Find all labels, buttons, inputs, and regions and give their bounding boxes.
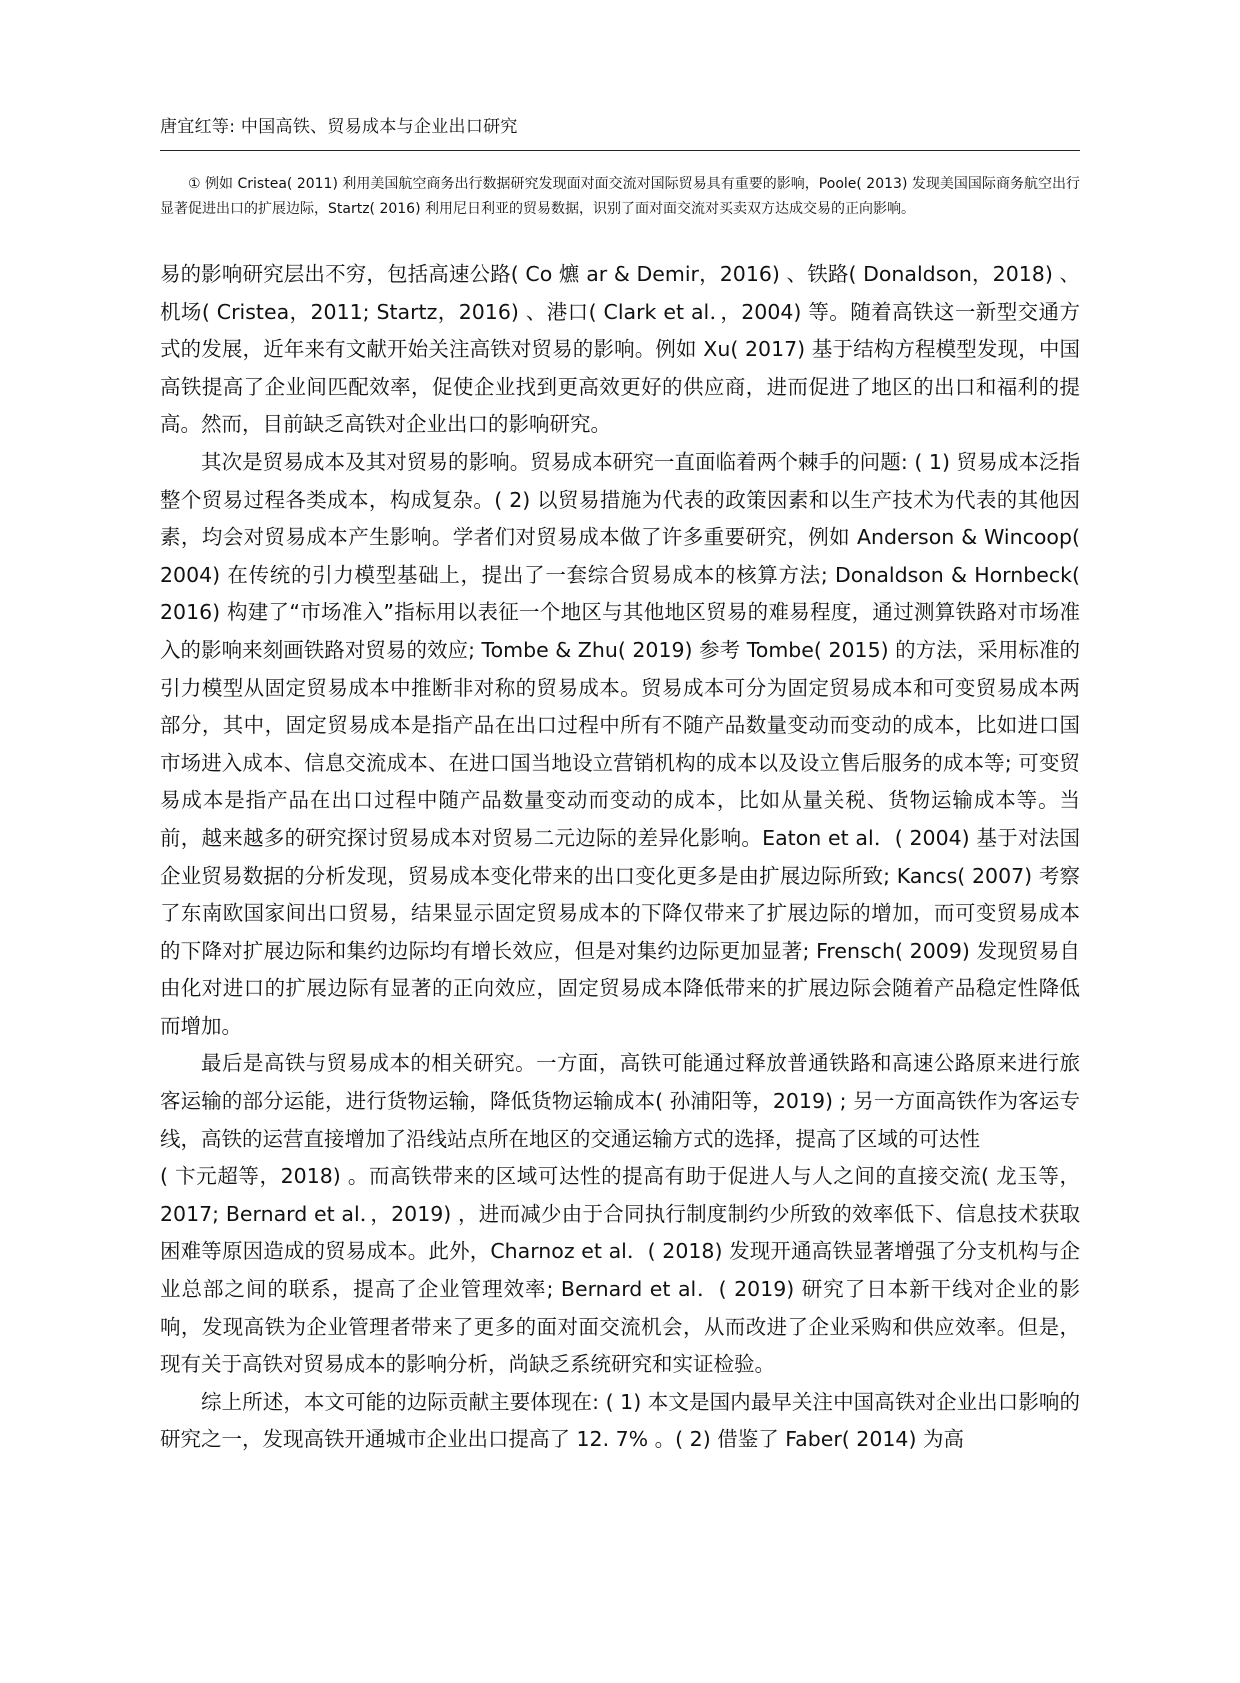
footnote-text: ① 例如 Cristea( 2011) 利用美国航空商务出行数据研究发现面对面交流对国际贸易具有重要的影响，Poole( 2013) 发现美国国际商务航空出行显著促进出口的扩展边际，Startz( 2016) 利用尼日利亚的贸易数据，识别了面对面交流对买卖双方达成交易的正向影响。 (160, 176, 1081, 217)
running-header: 唐宜红等: 中国高铁、贸易成本与企业出口研究 (160, 117, 518, 137)
header-rule (160, 150, 1080, 151)
paragraph-4: 综上所述，本文可能的边际贡献主要体现在: ( 1) 本文是国内最早关注中国高铁对企业出口影响的研究之一，发现高铁开通城市企业出口提高了 12. 7% 。( 2) 借鉴了 Faber( 2014) 为高 (160, 1389, 1080, 1452)
paragraph-3a: 最后是高铁与贸易成本的相关研究。一方面，高铁可能通过释放普通铁路和高速公路原来进行旅客运输的部分运能，进行货物运输，降低货物运输成本( 孙浦阳等，2019) ; 另一方面高铁作为客运专线，高铁的运营直接增加了沿线站点所在地区的交通运输方式的选择，提高了区域的可达性 (160, 1051, 1080, 1151)
paragraph-1: 易的影响研究层出不穷，包括高速公路( Co 爊 ar & Demir，2016) 、铁路( Donaldson，2018) 、机场( Cristea，2011; Startz，2016) 、港口( Clark et al．，2004) 等。随着高铁这一新型交通方式的发展，近年来有文献开始关注高铁对贸易的影响。例如 Xu( 2017) 基于结构方程模型发现，中国高铁提高了企业间匹配效率，促使企业找到更高效更好的供应商，进而促进了地区的出口和福利的提高。然而，目前缺乏高铁对企业出口的影响研究。 (160, 262, 1080, 437)
paragraph-3b: ( 卞元超等，2018) 。而高铁带来的区域可达性的提高有助于促进人与人之间的直接交流( 龙玉等，2017; Bernard et al．，2019) ，进而减少由于合同执行制度制约少所致的效率低下、信息技术获取困难等原因造成的贸易成本。此外，Charnoz et al．( 2018) 发现开通高铁显著增强了分支机构与企业总部之间的联系，提高了企业管理效率; Bernard et al．( 2019) 研究了日本新干线对企业的影响，发现高铁为企业管理者带来了更多的面对面交流机会，从而改进了企业采购和供应效率。但是，现有关于高铁对贸易成本的影响分析，尚缺乏系统研究和实证检验。 (160, 1164, 1080, 1377)
footnote (160, 172, 1080, 222)
body-text (160, 256, 1080, 1459)
paragraph-2: 其次是贸易成本及其对贸易的影响。贸易成本研究一直面临着两个棘手的问题: ( 1) 贸易成本泛指整个贸易过程各类成本，构成复杂。( 2) 以贸易措施为代表的政策因素和以生产技术为代表的其他因素，均会对贸易成本产生影响。学者们对贸易成本做了许多重要研究，例如 Anderson & Wincoop( 2004) 在传统的引力模型基础上，提出了一套综合贸易成本的核算方法; Donaldson & Hornbeck( 2016) 构建了“市场准入”指标用以表征一个地区与其他地区贸易的难易程度，通过测算铁路对市场准入的影响来刻画铁路对贸易的效应; Tombe & Zhu( 2019) 参考 Tombe( 2015) 的方法，采用标准的引力模型从固定贸易成本中推断非对称的贸易成本。贸易成本可分为固定贸易成本和可变贸易成本两部分，其中，固定贸易成本是指产品在出口过程中所有不随产品数量变动而变动的成本，比如进口国市场进入成本、信息交流成本、在进口国当地设立营销机构的成本以及设立售后服务的成本等; 可变贸易成本是指产品在出口过程中随产品数量变动而变动的成本，比如从量关税、货物运输成本等。当前，越来越多的研究探讨贸易成本对贸易二元边际的差异化影响。Eaton et al．( 2004) 基于对法国企业贸易数据的分析发现，贸易成本变化带来的出口变化更多是由扩展边际所致; Kancs( 2007) 考察了东南欧国家间出口贸易，结果显示固定贸易成本的下降仅带来了扩展边际的增加，而可变贸易成本的下降对扩展边际和集约边际均有增长效应，但是对集约边际更加显著; Frensch( 2009) 发现贸易自由化对进口的扩展边际有显著的正向效应，固定贸易成本降低带来的扩展边际会随着产品稳定性降低而增加。 (160, 449, 1080, 1038)
